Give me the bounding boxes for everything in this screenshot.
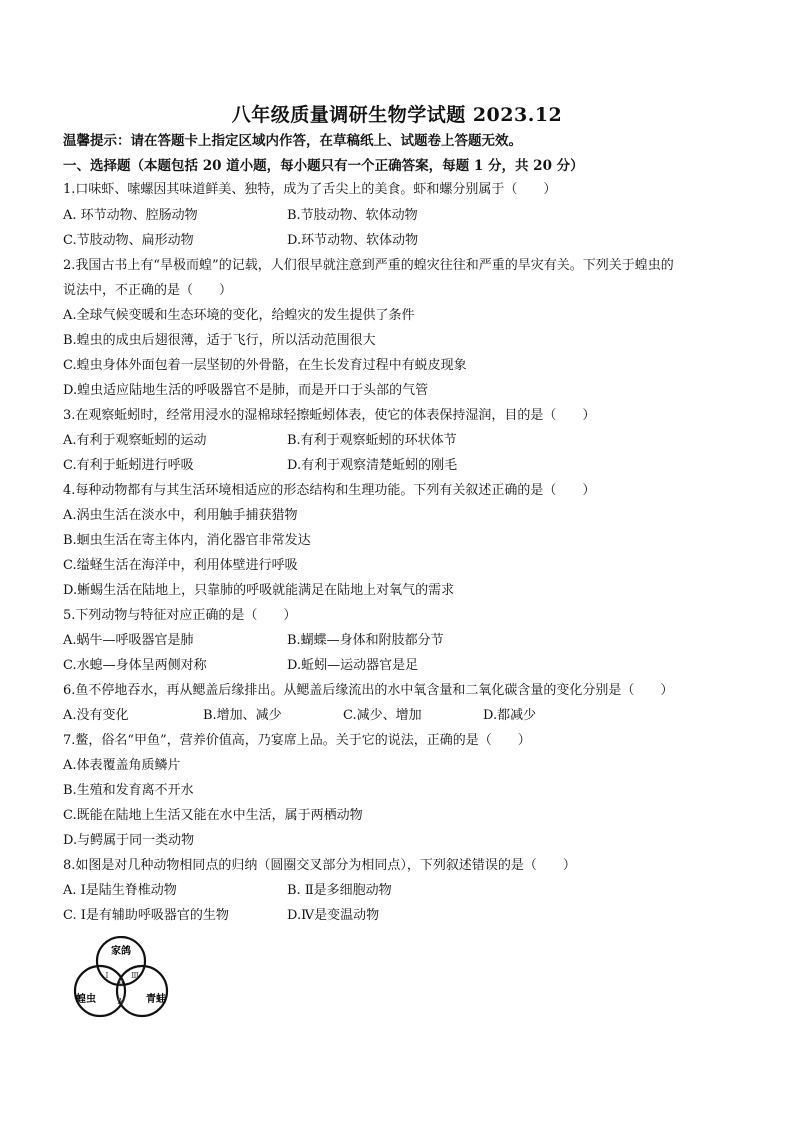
venn-label-frog: 青蛙 [146,994,166,1005]
q7-option-d: D.与鳄属于同一类动物 [63,833,195,848]
q2-option-b: B.蝗虫的成虫后翅很薄，适于飞行，所以活动范围很大 [63,333,376,348]
q6-option-d: D.都减少 [483,708,537,723]
exam-title: 八年级质量调研生物学试题 2023.12 [231,104,563,126]
q2-option-d: D.蝗虫适应陆地生活的呼吸器官不是肺，而是开口于头部的气管 [63,383,429,398]
q4-option-c: C.缢蛏生活在海洋中，利用体壁进行呼吸 [63,558,298,573]
question-2-stem: 2.我国古书上有“旱极而蝗”的记载，人们很早就注意到严重的蝗灾往往和严重的旱灾有关。下列关于蝗虫的 [63,258,674,273]
venn-diagram [66,936,176,1018]
venn-label-pigeon: 家鸽 [111,946,131,957]
q8-option-c: C. Ⅰ是有辅助呼吸器官的生物 [63,908,229,923]
q3-option-b: B.有利于观察蚯蚓的环状体节 [287,433,457,448]
q3-option-c: C.有利于蚯蚓进行呼吸 [63,458,194,473]
question-4-stem: 4.每种动物都有与其生活环境相适应的形态结构和生理功能。下列有关叙述正确的是（ ） [63,483,596,498]
q8-option-d: D.Ⅳ是变温动物 [287,908,380,923]
q5-option-a: A.蜗牛—呼吸器官是肺 [63,633,194,648]
question-2-stem-cont: 说法中，不正确的是（ ） [63,283,233,298]
question-6-stem: 6.鱼不停地吞水，再从鳃盖后缘排出。从鳃盖后缘流出的水中氧含量和二氧化碳含量的变化分别是（ ） [63,683,674,698]
q3-option-d: D.有利于观察清楚蚯蚓的刚毛 [287,458,458,473]
q2-option-c: C.蝗虫身体外面包着一层坚韧的外骨骼，在生长发育过程中有蜕皮现象 [63,358,467,373]
question-7-stem: 7.鳖，俗名“甲鱼”，营养价值高，乃宴席上品。关于它的说法，正确的是（ ） [63,733,531,748]
q2-option-a: A.全球气候变暖和生态环境的变化，给蝗灾的发生提供了条件 [63,308,415,323]
q1-option-b: B.节肢动物、软体动物 [287,208,418,223]
q4-option-a: A.涡虫生活在淡水中，利用触手捕获猎物 [63,508,298,523]
q5-option-d: D.蚯蚓—运动器官是足 [287,658,419,673]
q7-option-a: A.体表覆盖角质鳞片 [63,758,181,773]
q1-option-d: D.环节动物、软体动物 [287,233,419,248]
q5-option-c: C.水螅—身体呈两侧对称 [63,658,207,673]
q3-option-a: A.有利于观察蚯蚓的运动 [63,433,207,448]
section-heading: 一、选择题（本题包括 20 道小题，每小题只有一个正确答案，每题 1 分，共 20 分） [63,158,584,174]
q8-option-b: B. Ⅱ是多细胞动物 [287,883,392,898]
question-5-stem: 5.下列动物与特征对应正确的是（ ） [63,608,297,623]
q1-option-a: A. 环节动物、腔肠动物 [63,208,198,223]
q5-option-b: B.蝴蝶—身体和附肢都分节 [287,633,444,648]
venn-region-4: Ⅳ [117,997,125,1006]
q4-option-d: D.蜥蜴生活在陆地上，只靠肺的呼吸就能满足在陆地上对氧气的需求 [63,583,455,598]
question-8-stem: 8.如图是对几种动物相同点的归纳（圆圈交叉部分为相同点），下列叙述错误的是（ ） [63,858,576,873]
q6-option-b: B.增加、减少 [203,708,282,723]
q4-option-b: B.蛔虫生活在寄主体内，消化器官非常发达 [63,533,311,548]
question-1-stem: 1.口味虾、嗦螺因其味道鲜美、独特，成为了舌尖上的美食。虾和螺分别属于（ ） [63,182,557,197]
venn-region-2: Ⅱ [118,979,124,988]
q7-option-b: B.生殖和发育离不开水 [63,783,194,798]
q7-option-c: C.既能在陆地上生活又能在水中生活，属于两栖动物 [63,808,363,823]
question-3-stem: 3.在观察蚯蚓时，经常用浸水的湿棉球轻擦蚯蚓体表，使它的体表保持湿润，目的是（ ） [63,408,596,423]
venn-region-1: Ⅰ [105,971,109,980]
venn-region-3: Ⅲ [131,971,139,980]
q8-option-a: A. Ⅰ是陆生脊椎动物 [63,883,177,898]
q6-option-a: A.没有变化 [63,708,129,723]
q1-option-c: C.节肢动物、扁形动物 [63,233,194,248]
exam-tip: 温馨提示：请在答题卡上指定区域内作答，在草稿纸上、试题卷上答题无效。 [63,133,522,149]
venn-label-locust: 蝗虫 [76,994,96,1005]
q6-option-c: C.减少、增加 [343,708,422,723]
